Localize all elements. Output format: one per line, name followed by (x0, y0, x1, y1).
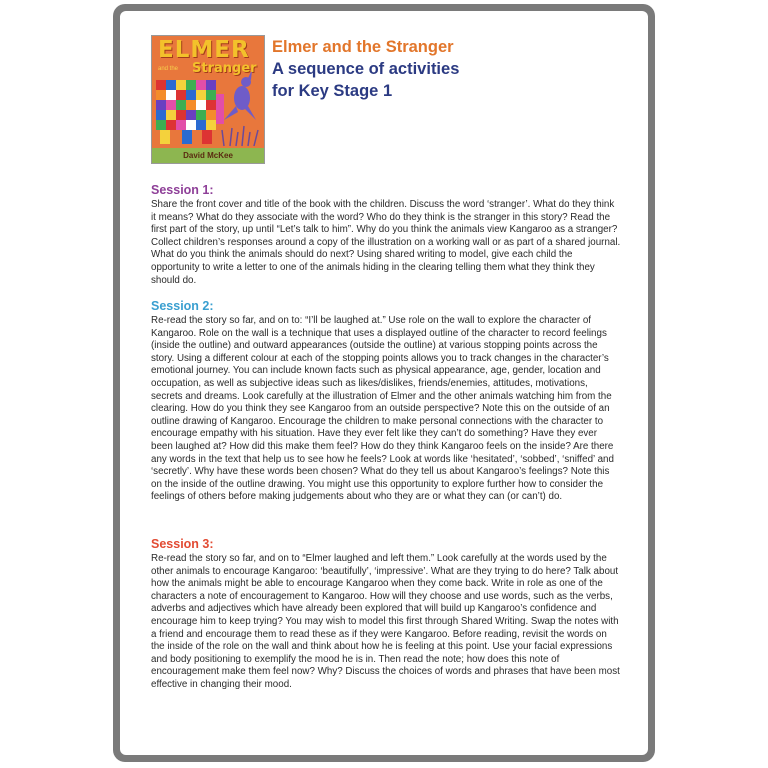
grass (222, 126, 258, 146)
cover-title-elmer: ELMER (158, 37, 250, 63)
patchwork-elephant (156, 80, 224, 144)
session-1-heading: Session 1: (151, 183, 214, 197)
session-2-heading: Session 2: (151, 299, 214, 313)
session-2-body: Re-read the story so far, and on to: “I’ll be laughed at.” Use role on the wall to explore the character of Kangaroo. Role on the wall is a technique that uses a displayed outline of the character to record feelings (inside the outline) and outward appearances (outside the outline) at various stopping points across the story. Using a different colour at each of the stopping points allows you to track changes in the character’s emotional journey. You can include known facts such as physical appearance, age, gender, location and occupation, as well as subjective ideas such as likes/dislikes, friends/enemies, attitudes, motivations, secrets and dreams. Look carefully at the illustration of Elmer and the other animals watching him from the clearing. How do you think they see Kangaroo from an outside perspective? Note this on the outside of an outline drawing of Kangaroo. Encourage the children to make personal connections with the character to encourage empathy with his situation. Have they ever felt like they can’t do something? Have they ever been laughed at? How did this make them feel? How do they think Kangaroo feels on the inside? Are there any words in the text that help us to see how he feels? Look at words like ‘hesitated’, ‘sobbed’, ‘sniffed’ and ‘secretly’. Why have these words been chosen? What do they tell us about Kangaroo’s feelings? Note this on the inside of the outline drawing. You might use this opportunity to explore further how to consider the feelings of others before making judgements about who they are or what they can (or can’t) do. (151, 315, 614, 503)
session-3-body: Re-read the story so far, and on to “Elmer laughed and left them.” Look carefully at the words used by the other animals to encourage Kangaroo: ‘beautifully’, ‘impressive’. What are they trying to do here? Talk about how the animals might be able to encourage Kangaroo when they come back. Write in role as one of the characters a note of encouragement to Kangaroo. How will they choose and use words, such as the verbs, adverbs and adjectives which have already been explored that will build up Kangaroo’s confidence and encourage him to keep trying? You may wish to model this first through Shared Writing. Swap the notes with a friend and encourage them to read these as if they were Kangaroo. Before reading, revisit the words on the inside of the role on the wall and think about how he is feeling at this point. Use your facial expressions and body positioning to exemplify the mood he is in. Then read the note; how does this note of encouragement make them feel now? Why? Discuss the choices of words and phrases that have been most effective in changing their mood. (151, 553, 620, 690)
session-1-body: Share the front cover and title of the book with the children. Discuss the word ‘stranger’. What do they think it means? What do they associate with the word? Who do they think is the stranger in this story? Read the first part of the story, up until “Let’s talk to him”. Why do you think the animals view Kangaroo as a stranger? Collect children’s responses around a copy of the illustration on a working wall or as part of a shared journal. What do you think the animals should do next? Using shared writing to model, give each child the opportunity to write a letter to one of the animals hiding in the clearing telling them what they think they should do. (151, 199, 621, 286)
title-line-1: Elmer and the Stranger (272, 38, 454, 56)
cover-title-stranger: Stranger (192, 61, 257, 76)
session-3-heading: Session 3: (151, 537, 214, 551)
cover-author: David McKee (152, 148, 264, 163)
book-cover-image (151, 35, 265, 164)
cover-title-and-the: and the (158, 66, 179, 72)
title-line-2: A sequence of activities (272, 60, 460, 78)
title-line-3: for Key Stage 1 (272, 82, 393, 100)
kangaroo-figure (224, 70, 256, 120)
page-title (272, 36, 459, 102)
